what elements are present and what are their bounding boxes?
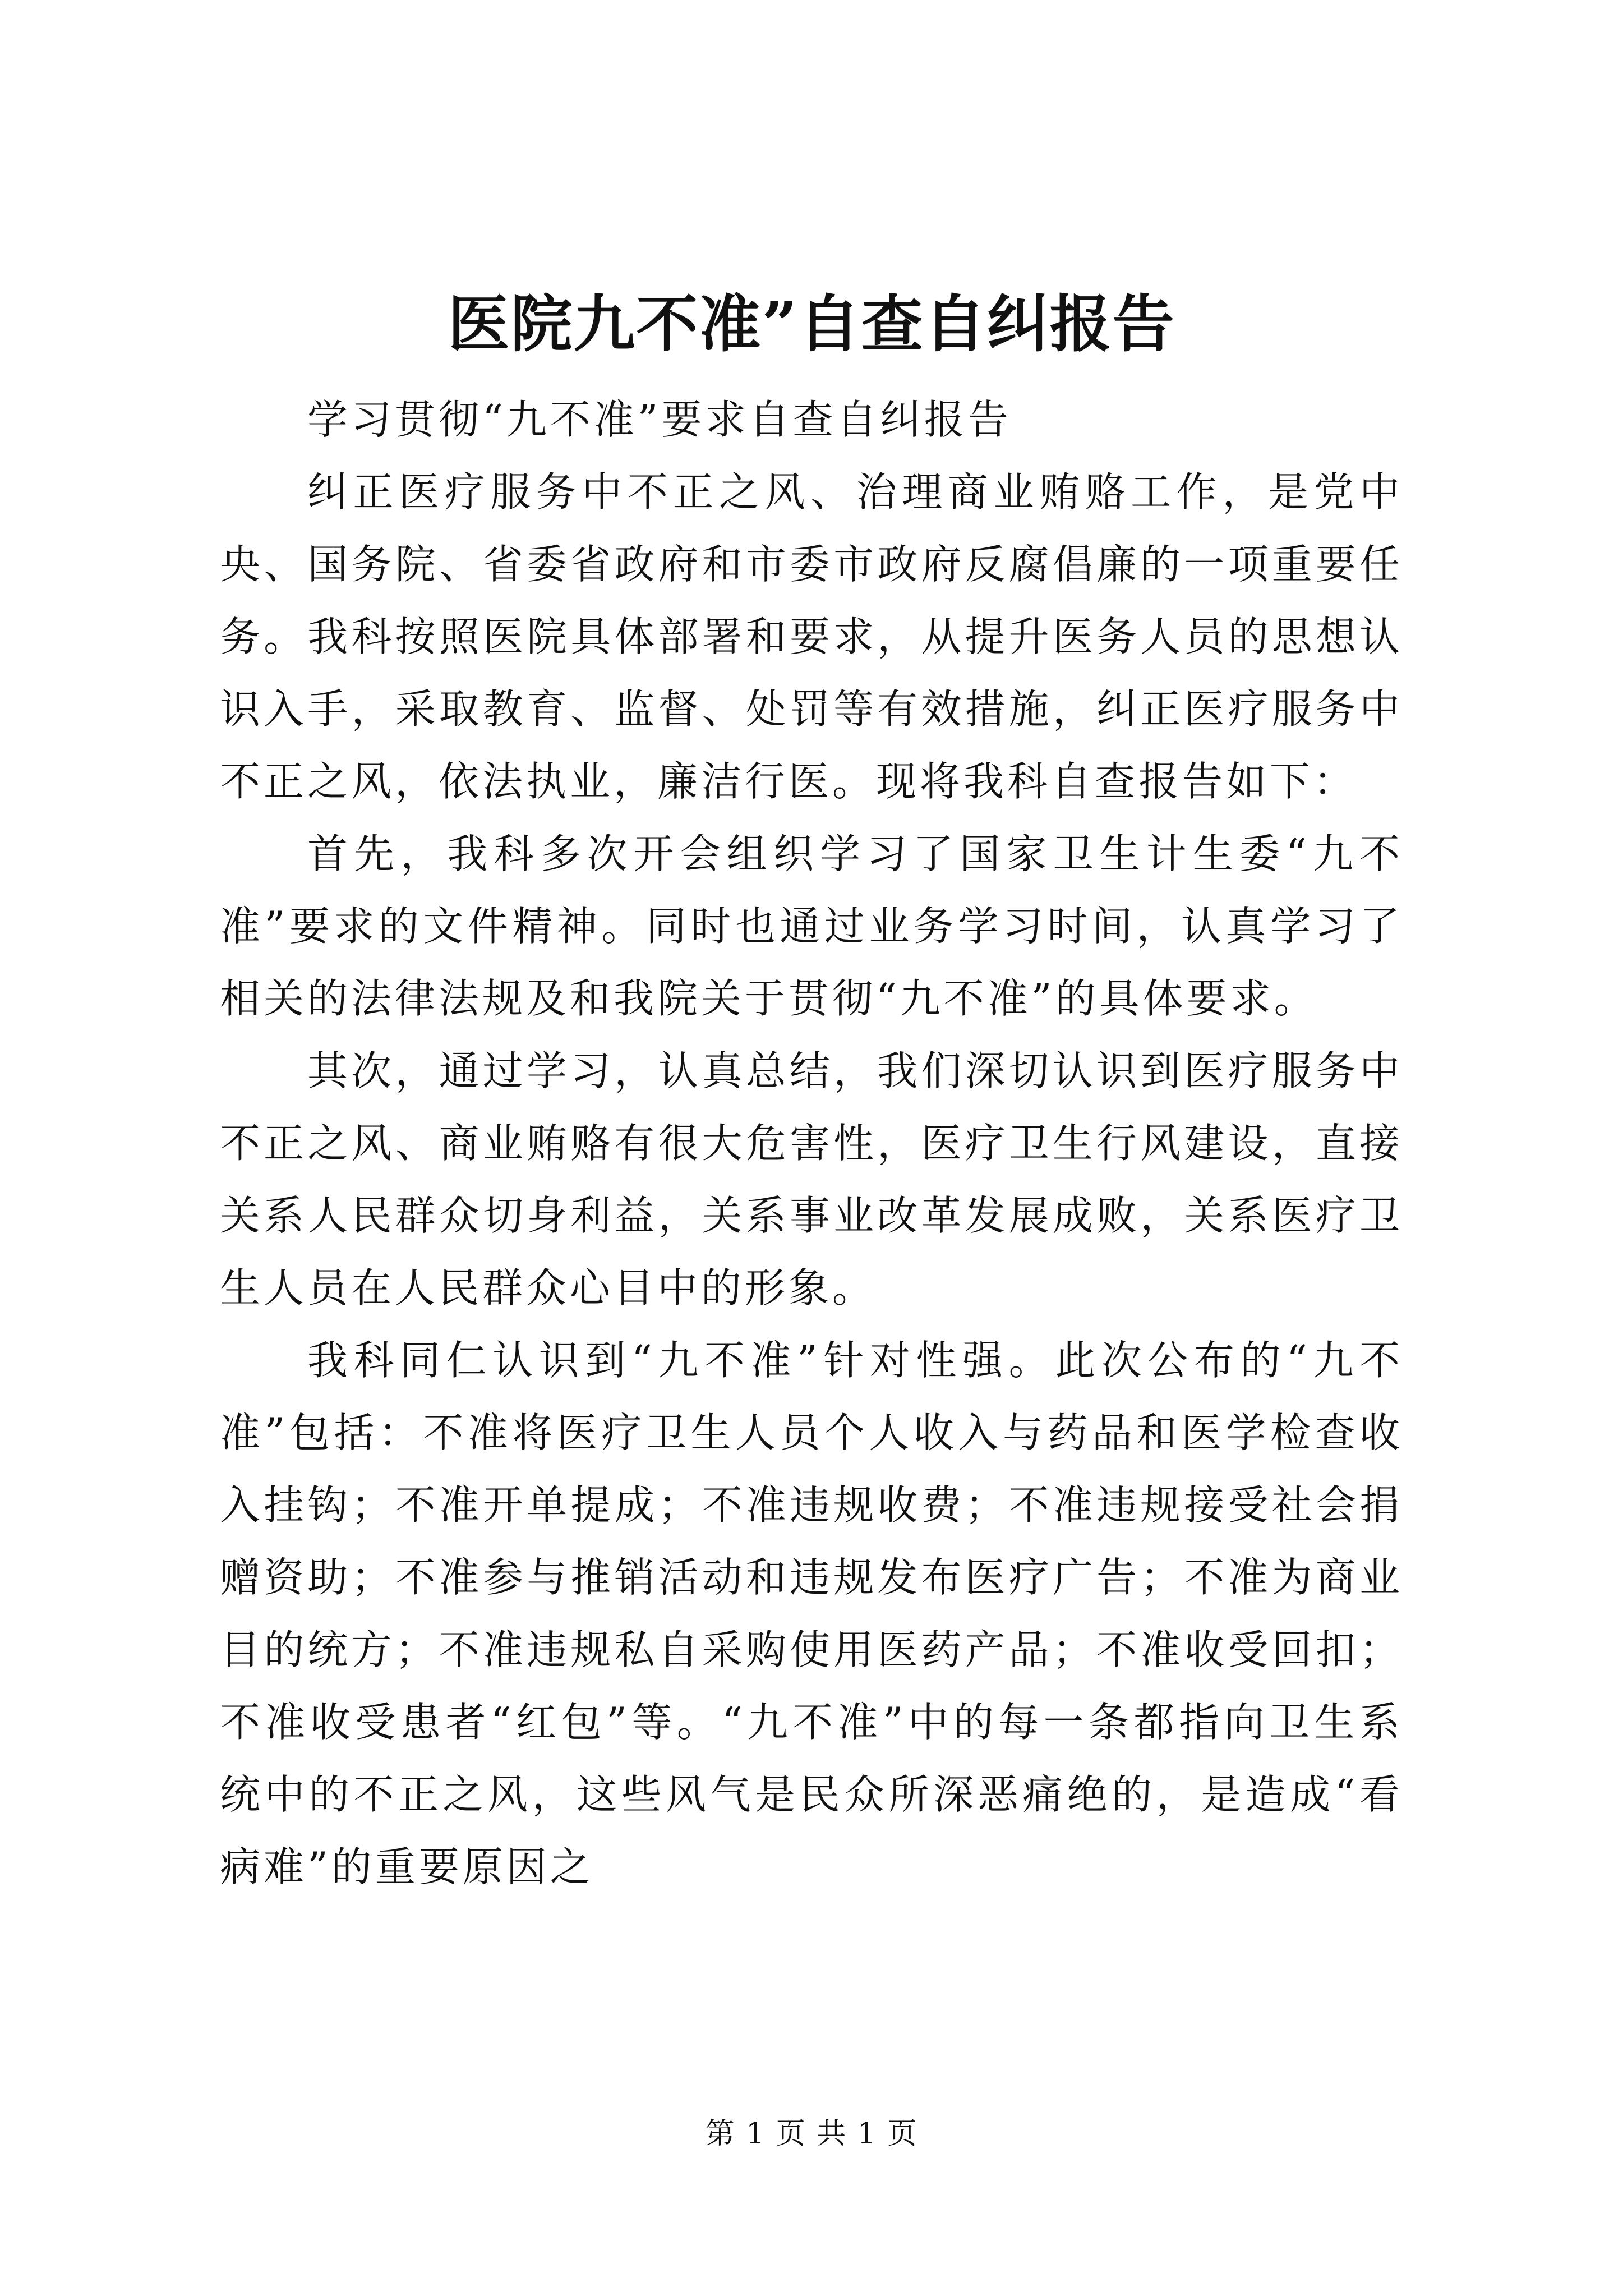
second-point-paragraph: 其次，通过学习，认真总结，我们深切认识到医疗服务中不正之风、商业贿赂有很大危害性，医疗卫生行风建设，直接关系人民群众切身利益，关系事业改革发展成败，关系医疗卫生人员在人民群众心目中的形象。 [220, 1047, 1403, 1312]
document-body [220, 384, 1403, 1903]
first-point-paragraph: 首先，我科多次开会组织学习了国家卫生计生委“九不准”要求的文件精神。同时也通过业务学习时间，认真学习了相关的法律法规及和我院关于贯彻“九不准”的具体要求。 [220, 830, 1403, 1022]
page-footer: 第 1 页 共 1 页 [705, 2117, 918, 2151]
intro-paragraph: 纠正医疗服务中不正之风、治理商业贿赂工作，是党中央、国务院、省委省政府和市委市政府反腐倡廉的一项重要任务。我科按照医院具体部署和要求，从提升医务人员的思想认识入手，采取教育、监督、处罚等有效措施，纠正医疗服务中不正之风，依法执业，廉洁行医。现将我科自查报告如下： [220, 468, 1403, 805]
nine-rules-paragraph: 我科同仁认识到“九不准”针对性强。此次公布的“九不准”包括：不准将医疗卫生人员个人收入与药品和医学检查收入挂钩；不准开单提成；不准违规收费；不准违规接受社会捐赠资助；不准参与推销活动和违规发布医疗广告；不准为商业目的统方；不准违规私自采购使用医药产品；不准收受回扣；不准收受患者“红包”等。“九不准”中的每一条都指向卫生系统中的不正之风，这些风气是民众所深恶痛绝的，是造成“看病难”的重要原因之 [220, 1337, 1403, 1890]
subtitle-paragraph: 学习贯彻“九不准”要求自查自纠报告 [307, 396, 1012, 443]
document-title: 医院九不准”自查自纠报告 [448, 288, 1175, 360]
